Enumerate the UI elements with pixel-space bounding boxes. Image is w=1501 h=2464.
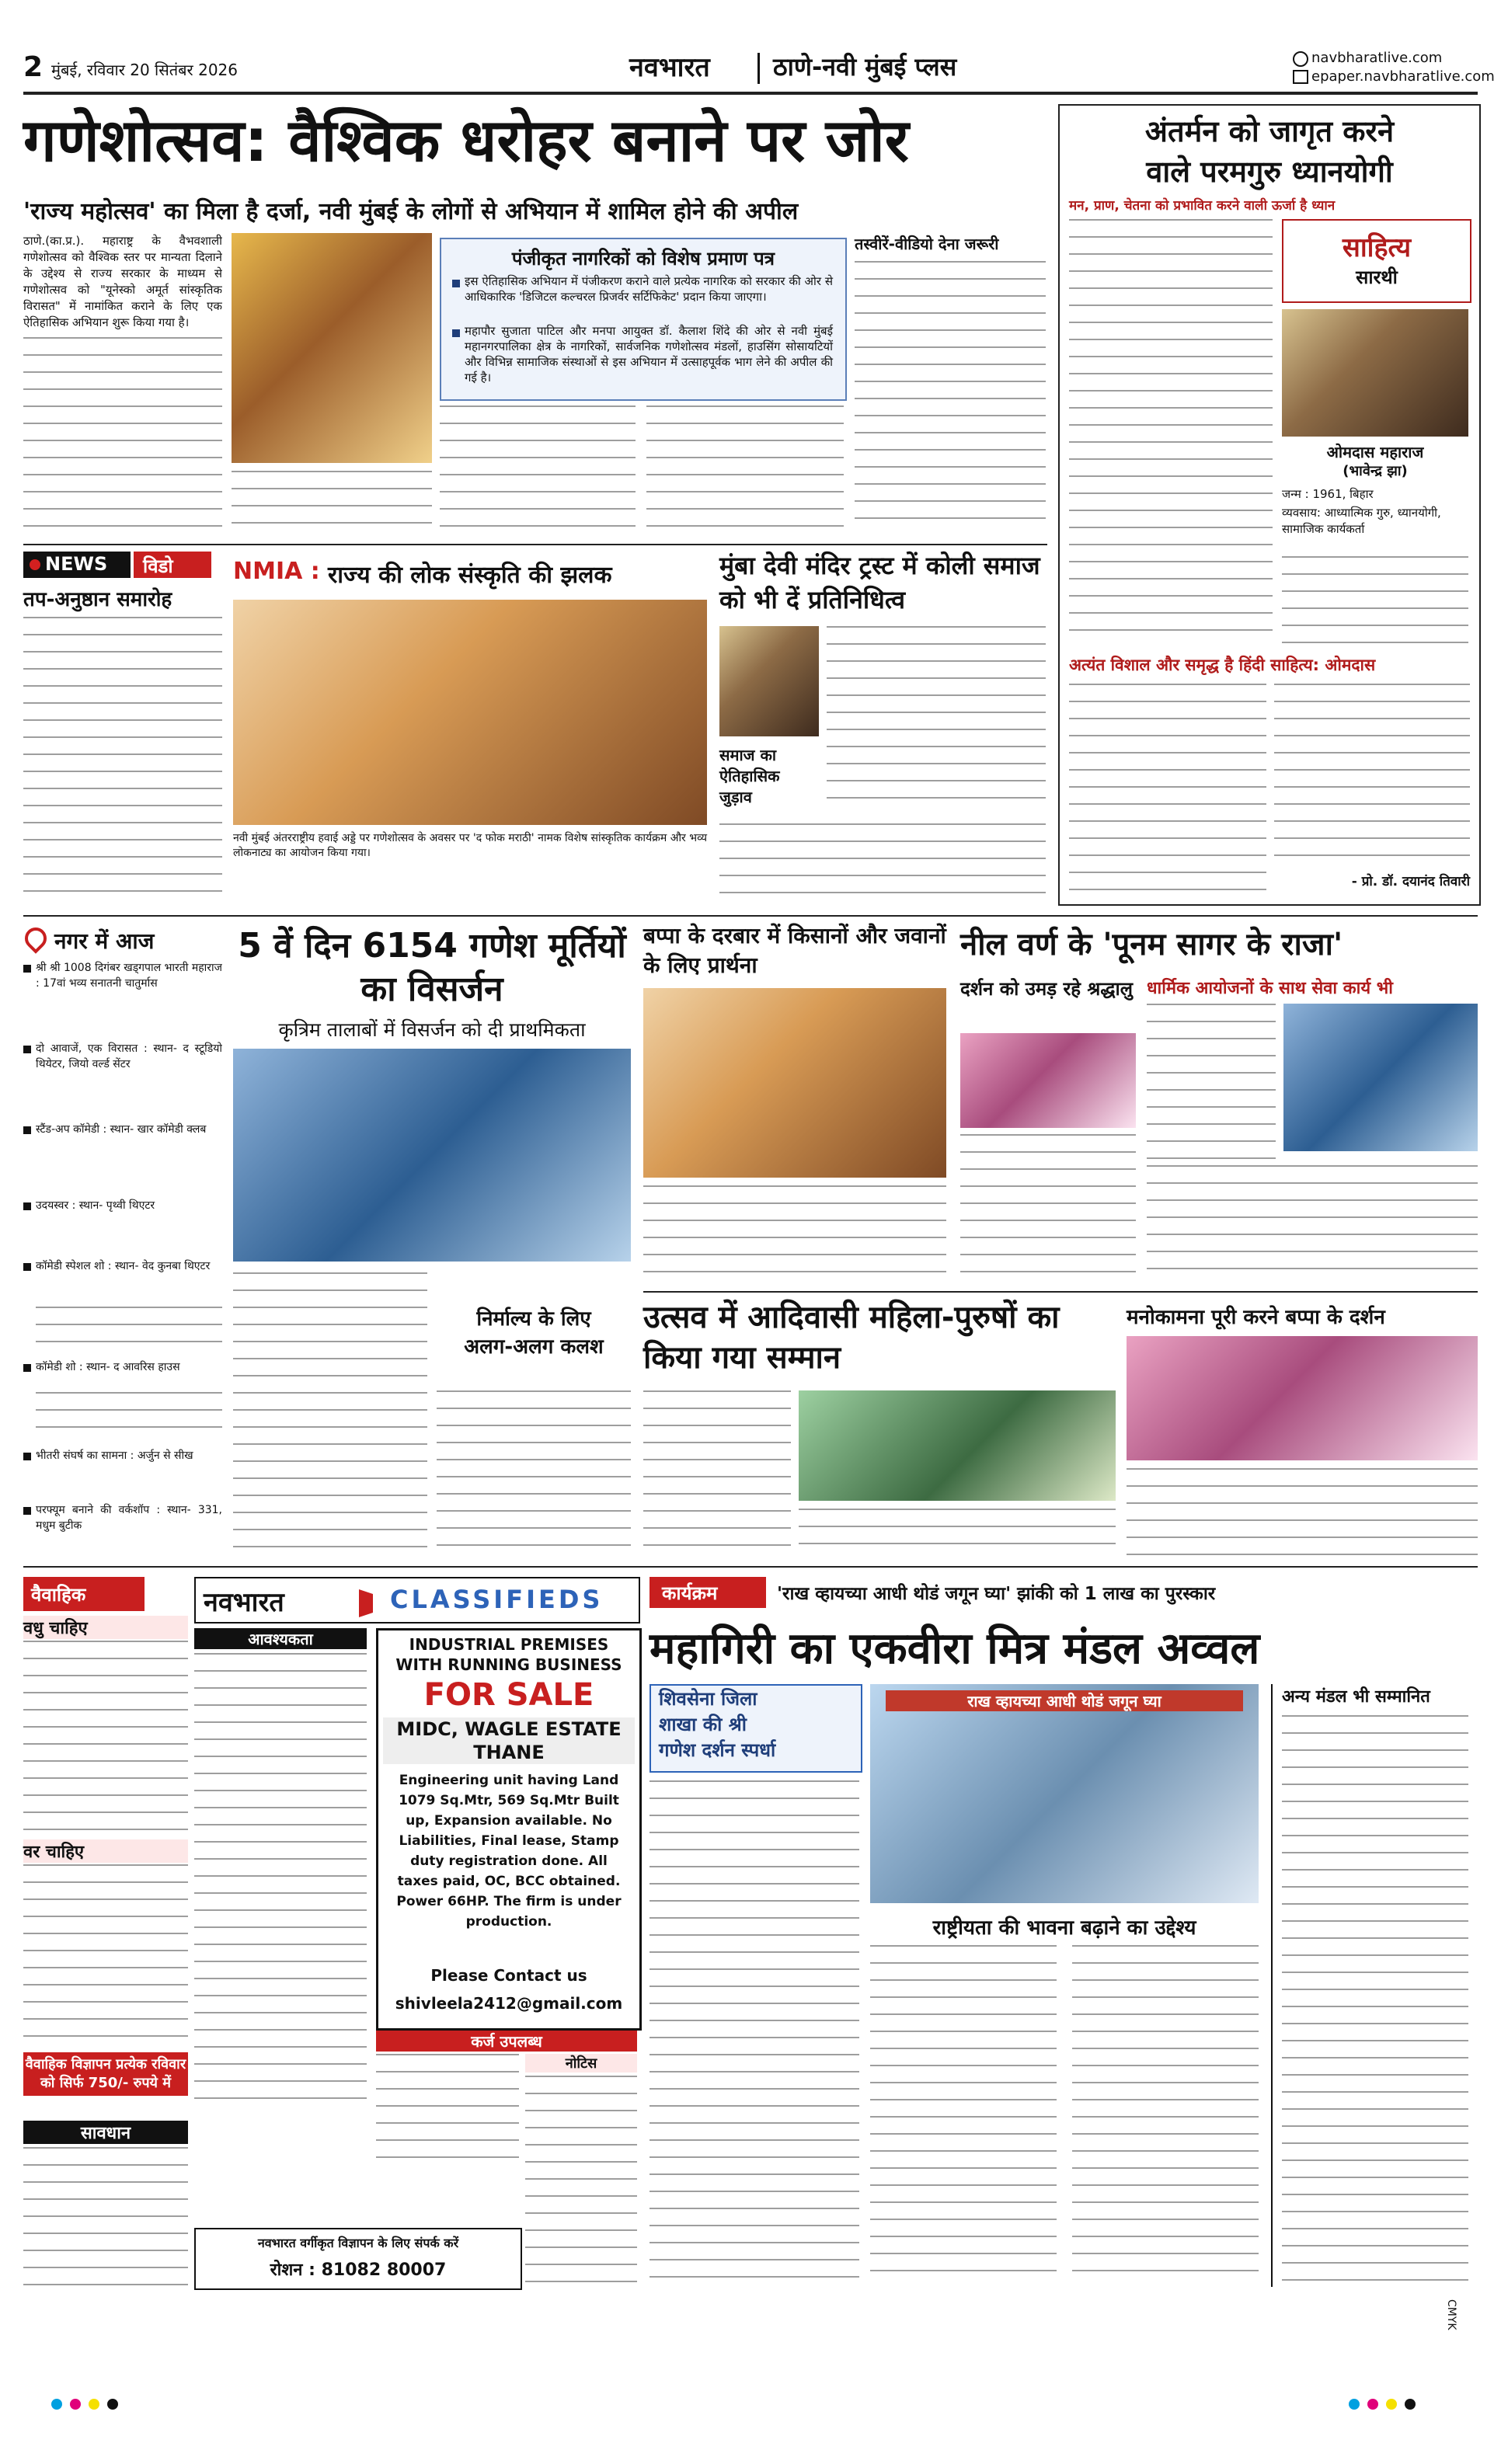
adivasi-photo <box>799 1390 1116 1501</box>
purpose-body-col1 <box>870 1945 1057 2287</box>
row1-rule <box>23 544 1047 545</box>
yellow-dot <box>89 2399 99 2410</box>
murti-body-col2 <box>437 1390 631 1558</box>
murti-subhead: कृत्रिम तालाबों में विसर्जन को दी प्राथमिकता <box>278 1018 586 1041</box>
vaivahik-banner <box>23 1577 145 1611</box>
row4-rule <box>23 1566 1478 1568</box>
author-alias: (भावेन्द्र झा) <box>1343 463 1408 479</box>
classifieds-footer-text: नवभारत वर्गीकृत विज्ञापन के लिए संपर्क करें <box>257 2236 459 2250</box>
ad-location: MIDC, WAGLE ESTATE THANE <box>383 1717 635 1764</box>
folk-dance-photo <box>233 600 707 825</box>
editorial-body-col3 <box>1069 684 1266 893</box>
mumba-body-col1 <box>827 626 1046 813</box>
editorial-title-line1: अंतर्मन को जागृत करने <box>1144 114 1395 148</box>
others-body <box>1282 1715 1468 2287</box>
classifieds-brand: नवभारत <box>204 1587 284 1618</box>
adivasi-body-col1 <box>643 1390 791 1558</box>
classifieds-header <box>194 1577 640 1624</box>
vaivahik-label: वैवाहिक <box>31 1584 86 1606</box>
news-dot-icon <box>30 559 40 570</box>
box-bullet-2 <box>452 329 460 337</box>
mahagiri-headline: महागिरी का एकवीरा मित्र मंडल अव्वल <box>650 1624 1260 1674</box>
box-bullet-1 <box>452 280 460 287</box>
bullet-icon <box>23 1453 31 1460</box>
darshan-headline: दर्शन को उमड़ रहे श्रद्धालु <box>960 978 1134 1000</box>
video-label: विडो <box>143 555 173 577</box>
nmia-headline: राज्य की लोक संस्कृति की झलक <box>328 562 612 589</box>
mumba-headline: मुंबा देवी मंदिर ट्रस्ट में कोली समाज को भी दें प्रतिनिधित्व <box>719 551 1040 614</box>
news-label-box <box>23 552 131 578</box>
aavashyakta-label: आवश्यकता <box>194 1628 367 1649</box>
sahitya-badge-line1: साहित्य <box>1342 232 1412 263</box>
city-event-8: परफ्यूम बनाने की वर्कशॉप : स्थान- 331, मधुम बुटीक <box>36 1504 222 1532</box>
bullet-icon <box>23 1202 31 1210</box>
ad-email[interactable]: shivleela2412@gmail.com <box>395 1994 623 2013</box>
list-item <box>23 1198 222 1251</box>
epaper-link[interactable]: epaper.navbharatlive.com <box>1311 68 1495 85</box>
news-label: NEWS <box>45 553 108 575</box>
page-header <box>23 48 1495 87</box>
editorial-body-col4 <box>1274 684 1470 862</box>
list-item <box>23 1359 222 1440</box>
lead-side-kicker: तस्वीरें-वीडियो देना जरूरी <box>855 235 999 253</box>
epaper-icon <box>1293 70 1308 84</box>
list-item <box>23 1448 222 1495</box>
shivsena-box-line3: गणेश दर्शन स्पर्धा <box>659 1739 776 1761</box>
nirmalya-title-line1: निर्माल्य के लिए <box>476 1307 591 1331</box>
bappa-body <box>643 1185 946 1283</box>
nil-body-col1 <box>1147 1004 1276 1159</box>
manokamna-body <box>1127 1468 1478 1558</box>
registration-box-title: पंजीकृत नागरिकों को विशेष प्रमाण पत्र <box>511 248 775 270</box>
nirmalya-title-line2: अलग-अलग कलश <box>464 1335 604 1359</box>
shivsena-box <box>650 1684 862 1773</box>
masthead-divider <box>757 53 760 84</box>
bullet-icon <box>23 1046 31 1053</box>
city-event-5: कॉमेडी स्पेशल शो : स्थान- वेद कुनबा थिएटर <box>36 1260 211 1272</box>
list-item <box>23 1502 222 1557</box>
karyakram-label: कार्यक्रम <box>662 1582 718 1604</box>
sahitya-badge-line2: सारथी <box>1356 266 1398 288</box>
nil-ganesha-photo <box>1283 1004 1478 1151</box>
bullet-icon <box>23 1364 31 1372</box>
date-line: मुंबई, रविवार 20 सितंबर 2026 <box>51 61 238 79</box>
industrial-ad <box>376 1628 642 2031</box>
shivsena-box-line1: शिवसेना जिला <box>659 1688 757 1710</box>
manokamna-photo <box>1127 1336 1478 1460</box>
editorial-title-line2: वाले परमगुरु ध्यानयोगी <box>1146 155 1393 189</box>
sahitya-badge <box>1282 219 1471 303</box>
city-event-1: श्री श्री 1008 दिगंबर खड्गपाल भारती महाराज : 17वां भव्य सनातनी चातुर्मास <box>36 962 222 990</box>
city-event-3: स्टैंड-अप कॉमेडी : स्थान- खार कॉमेडी क्लब <box>36 1123 207 1136</box>
author-work: व्यवसाय: आध्यात्मिक गुरु, ध्यानयोगी, सामाजिक कार्यकर्ता <box>1282 506 1441 536</box>
ad-body: Engineering unit having Land 1079 Sq.Mtr, 569 Sq.Mtr Built up, Expansion available. No Liabilities, Final lease, Stamp duty registration done. All taxes paid, OC, BCC obtained. Power 66HP. The firm is under production. <box>396 1773 622 1930</box>
black-dot <box>1405 2399 1416 2410</box>
jhanki-banner: राख व्हायच्या आधी थोडं जगून घ्या <box>886 1690 1243 1711</box>
magenta-dot <box>70 2399 81 2410</box>
jhanki-photo <box>870 1684 1259 1903</box>
list-item <box>23 960 222 1033</box>
samaj-caption <box>719 744 819 807</box>
nirmalya-title <box>437 1272 631 1381</box>
ad-line3: FOR SALE <box>423 1677 594 1713</box>
nil-body-col2 <box>1147 1165 1478 1283</box>
karyakram-kicker: 'राख व्हायच्या आधी थोडं जगून घ्या' झांकी को 1 लाख का पुरस्कार <box>777 1584 1216 1604</box>
others-title: अन्य मंडल भी सम्मानित <box>1282 1687 1430 1707</box>
lead-body-col5 <box>855 261 1046 534</box>
author-name: ओमदास महाराज <box>1326 443 1424 461</box>
registration-marks <box>51 2399 152 2414</box>
saavdhan-text <box>23 2147 188 2287</box>
classifieds-title: CLASSIFIEDS <box>390 1585 604 1614</box>
news-body <box>23 617 222 906</box>
ad-contact-label: Please Contact us <box>430 1966 587 1985</box>
editorial-body-col1 <box>1069 219 1273 646</box>
news-headline: तप-अनुष्ठान समारोह <box>23 588 172 611</box>
ganesha-photo <box>232 233 432 463</box>
aavashyakta-ads <box>194 1653 367 2111</box>
classifieds-footer <box>194 2228 522 2290</box>
var-label: वर चाहिए <box>23 1839 188 1863</box>
saavdhan-label: सावधान <box>23 2121 188 2144</box>
author-born: जन्म : 1961, बिहार <box>1282 487 1374 501</box>
shivsena-box-line2: शाखा की श्री <box>659 1714 747 1735</box>
bappa-photo <box>643 988 946 1178</box>
row2-rule <box>23 915 1478 917</box>
registration-box-point1: इस ऐतिहासिक अभियान में पंजीकरण कराने वाले प्रत्येक नागरिक को सरकार की ओर से आधिकारिक 'डिजिटल कल्चरल प्रिजर्वर सर्टिफिकेट' प्रदान किया जाएगा। <box>465 274 833 304</box>
loan-label: कर्ज उपलब्ध <box>376 2031 637 2052</box>
editorial-box <box>1058 104 1481 906</box>
murti-body-col1 <box>233 1272 427 1558</box>
editorial-tagline: मन, प्राण, चेतना को प्रभावित करने वाली ऊर्जा है ध्यान <box>1069 198 1336 214</box>
city-label-box <box>23 924 222 955</box>
samaj-photo <box>719 626 819 736</box>
vigyapan-offer: वैवाहिक विज्ञापन प्रत्येक रविवार को सिर्फ 750/- रुपये में <box>23 2052 188 2096</box>
var-ads <box>23 1864 188 2048</box>
black-dot <box>107 2399 118 2410</box>
cmyk-mark: CMYK <box>1445 2299 1457 2330</box>
magenta-dot <box>1367 2399 1378 2410</box>
editorial-body-col2 <box>1282 556 1468 646</box>
website-link[interactable]: navbharatlive.com <box>1311 50 1443 66</box>
vadhu-ads <box>23 1641 188 1833</box>
city-event-5-detail <box>36 1307 222 1352</box>
lead-body-col2 <box>232 471 432 534</box>
adivasi-body-col2 <box>799 1509 1116 1558</box>
notice-text <box>525 2076 637 2285</box>
nmia-headline-row <box>233 558 699 589</box>
adivasi-headline: उत्सव में आदिवासी महिला-पुरुषों का किया गया सम्मान <box>643 1300 1060 1376</box>
editorial-signoff: - प्रो. डॉ. दयानंद तिवारी <box>1351 874 1470 889</box>
lead-intro: ठाणे.(का.प्र.). महाराष्ट्र के वैभवशाली गणेशोत्सव को वैश्विक स्तर पर मान्यता दिलाने के उद्देश्य से राज्य सरकार के माध्यम से गणेशोत्सव को "यूनेस्को अमूर्त सांस्कृतिक विरासत" में नामांकित कराने के लिए एक ऐतिहासिक अभियान शुरू किया गया है। <box>23 234 222 329</box>
registration-box <box>440 238 847 401</box>
lead-body-col1 <box>23 337 222 534</box>
loan-ads <box>376 2054 519 2170</box>
bappa-headline: बप्पा के दरबार में किसानों और जवानों के लिए प्रार्थना <box>643 923 946 978</box>
others-box <box>1271 1684 1479 2287</box>
registration-marks-right <box>1349 2399 1450 2414</box>
city-event-7: भीतरी संघर्ष का सामना : अर्जुन से सीख <box>36 1450 193 1462</box>
samaj-caption-line2: ऐतिहासिक <box>719 767 780 785</box>
lead-body-col3 <box>440 405 636 534</box>
manokamna-headline: मनोकामना पूरी करने बप्पा के दर्शन <box>1127 1306 1385 1329</box>
lead-subhead: 'राज्य महोत्सव' का मिला है दर्जा, नवी मुंबई के लोगों से अभियान में शामिल होने की अपील <box>23 198 799 225</box>
mahagiri-body-col1 <box>650 1780 859 2287</box>
city-event-6: कॉमेडी शो : स्थान- द आवरिस हाउस <box>36 1361 180 1373</box>
bullet-icon <box>23 965 31 973</box>
globe-icon <box>1293 51 1308 67</box>
bullet-icon <box>23 1126 31 1134</box>
edition-name: ठाणे-नवी मुंबई प्लस <box>773 52 957 82</box>
cyan-dot <box>1349 2399 1360 2410</box>
city-event-2: दो आवाजें, एक विरासत : स्थान- द स्टूडियो थियेटर, जियो वर्ल्ड सेंटर <box>36 1042 222 1070</box>
classifieds-footer-phone[interactable]: रोशन : 81082 80007 <box>270 2260 447 2280</box>
karyakram-label-box <box>650 1577 766 1608</box>
lead-headline: गणेशोत्सव: वैश्विक धरोहर बनाने पर जोर <box>23 106 909 175</box>
location-pin-icon <box>20 923 51 954</box>
nil-subhead: धार्मिक आयोजनों के साथ सेवा कार्य भी <box>1147 979 1393 998</box>
list-item <box>23 1122 222 1190</box>
author-photo <box>1282 309 1468 437</box>
ad-line2: WITH RUNNING BUSINESS <box>395 1655 622 1674</box>
cyan-dot <box>51 2399 62 2410</box>
masthead: नवभारत <box>629 52 710 83</box>
header-rule <box>23 92 1478 95</box>
murti-headline: 5 वें दिन 6154 गणेश मूर्तियों का विसर्जन <box>238 926 626 1009</box>
megaphone-icon <box>359 1589 392 1617</box>
list-item <box>23 1041 222 1114</box>
ad-line1: INDUSTRIAL PREMISES <box>409 1635 609 1654</box>
editorial-section-title: अत्यंत विशाल और समृद्ध है हिंदी साहित्य: ओमदास <box>1069 656 1376 674</box>
vadhu-label: वधु चाहिए <box>23 1616 188 1639</box>
page-number: 2 <box>23 51 44 83</box>
yellow-dot <box>1386 2399 1397 2410</box>
purpose-headline: राष्ट्रीयता की भावना बढ़ाने का उद्देश्य <box>932 1916 1196 1940</box>
registration-box-point2: महापौर सुजाता पाटिल और मनपा आयुक्त डॉ. कैलाश शिंदे की ओर से नवी मुंबई महानगरपालिका क्षेत्र के नागरिकों, सार्वजनिक गणेशोत्सव मंडलों, हाउसिंग सोसायटियों और विभिन्न सामाजिक संस्थाओं से इस अभियान में उत्साहपूर्वक भाग लेने की अपील की गई है। <box>465 324 833 385</box>
city-event-list <box>23 960 222 1557</box>
video-label-box <box>134 552 211 578</box>
list-item <box>23 1258 222 1352</box>
city-event-4: उदयस्वर : स्थान- पृथ्वी थिएटर <box>36 1199 155 1212</box>
row3-rule <box>643 1291 1478 1293</box>
nmia-caption: नवी मुंबई अंतरराष्ट्रीय हवाई अड्डे पर गणेशोत्सव के अवसर पर 'द फोक मराठी' नामक विशेष सांस्कृतिक कार्यक्रम और भव्य लोकनाट्य का आयोजन किया गया। <box>233 832 707 859</box>
lead-body-col4 <box>646 405 844 534</box>
city-event-6-detail <box>36 1392 222 1440</box>
samaj-caption-line3: जुड़ाव <box>719 788 752 806</box>
nmia-label: NMIA : <box>233 558 320 585</box>
notice-label: नोटिस <box>525 2054 637 2072</box>
samaj-caption-line1: समाज का <box>719 746 777 764</box>
darshan-photo <box>960 1033 1136 1128</box>
mumba-body-col2 <box>719 823 1046 906</box>
city-label: नगर में आज <box>54 928 155 954</box>
immersion-photo <box>233 1049 631 1262</box>
purpose-body-col2 <box>1072 1945 1259 2287</box>
bullet-icon <box>23 1263 31 1271</box>
darshan-body <box>960 1134 1136 1283</box>
nil-headline: नील वर्ण के 'पूनम सागर के राजा' <box>960 927 1343 962</box>
bullet-icon <box>23 1507 31 1515</box>
